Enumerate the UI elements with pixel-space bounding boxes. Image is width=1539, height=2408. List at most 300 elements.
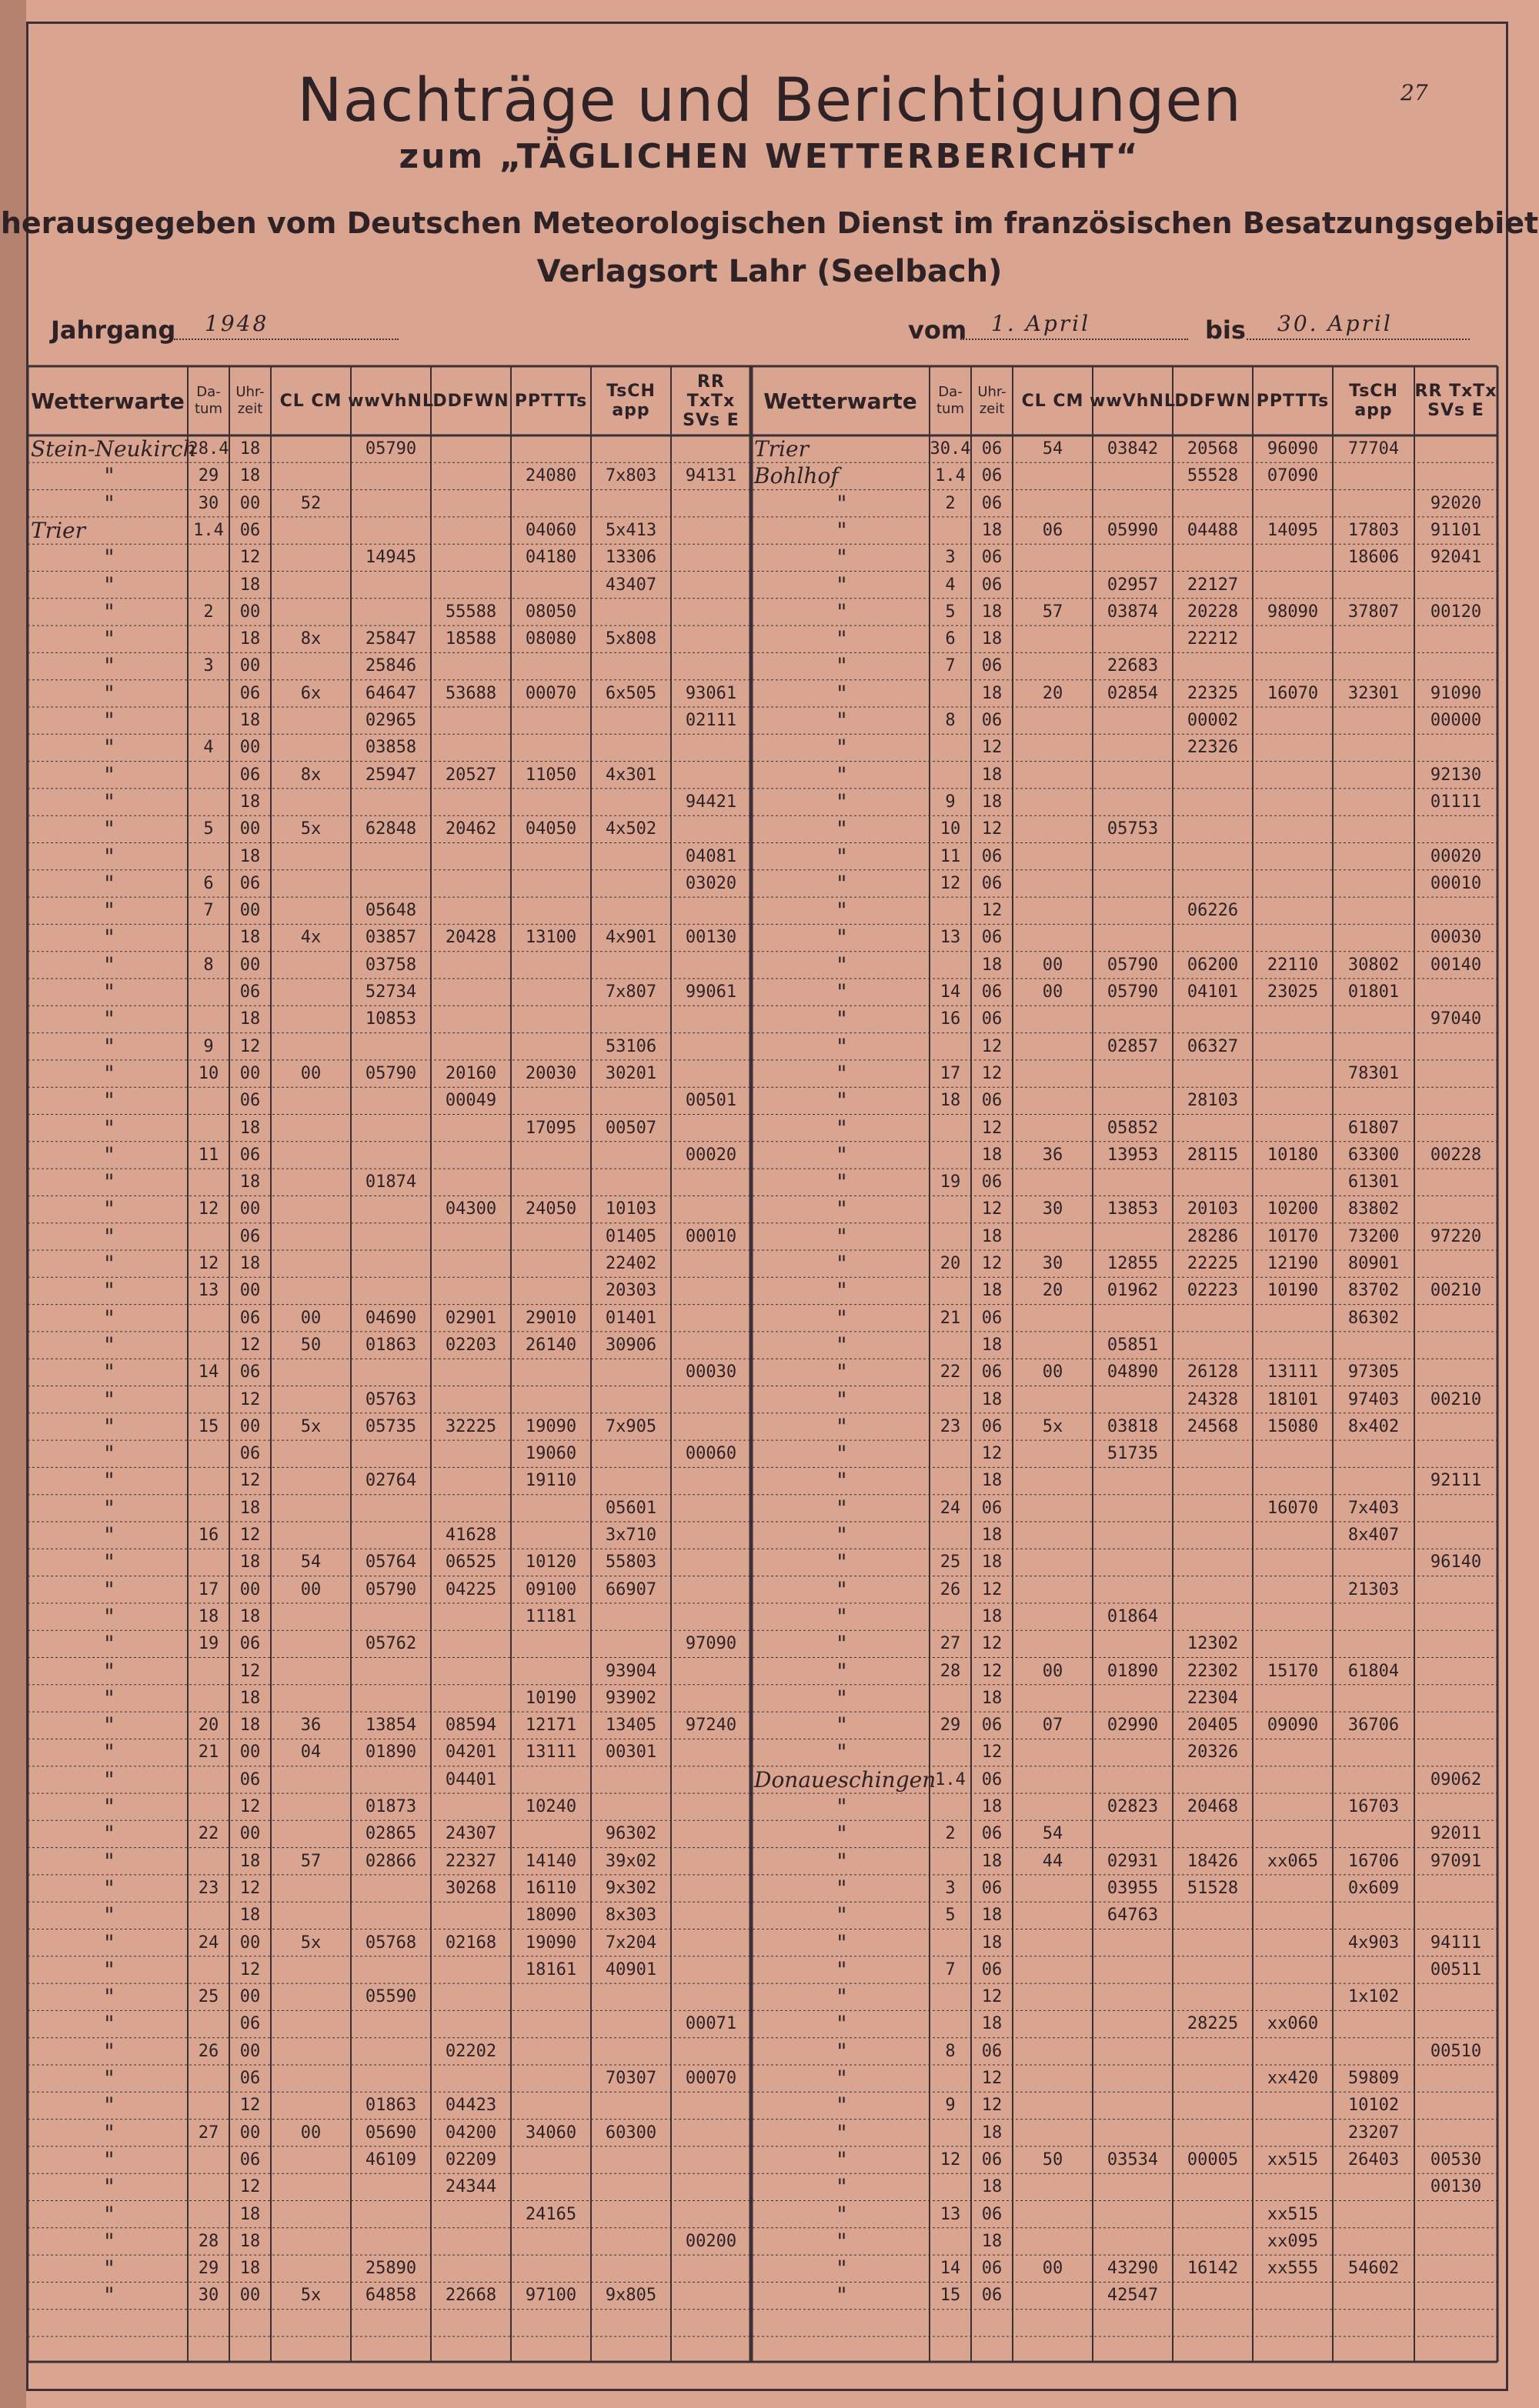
right-cell-tschapp: 61807	[1347, 1118, 1400, 1138]
left-cell-tschapp: 9x302	[605, 1878, 657, 1898]
right-cell-uhrzeit: 18	[981, 2177, 1003, 2197]
right-cell-station: "	[836, 2120, 847, 2146]
left-cell-datum: 6	[203, 873, 214, 893]
left-cell-station: "	[104, 1821, 115, 1847]
left-cell-uhrzeit: 18	[239, 2231, 261, 2251]
left-cell-tschapp: 39x02	[605, 1851, 657, 1871]
left-cell-uhrzeit: 06	[239, 520, 261, 540]
left-cell-station: "	[104, 789, 115, 815]
right-cell-station: "	[836, 1631, 847, 1657]
right-cell-datum: 18	[940, 1091, 961, 1111]
right-cell-datum: 1.4	[935, 466, 966, 486]
left-cell-pptttt: 19110	[525, 1471, 577, 1491]
right-cell-station: "	[836, 898, 847, 924]
right-cell-station: "	[836, 572, 847, 598]
left-cell-station: "	[104, 680, 115, 706]
right-cell-ddfwn: 20468	[1187, 1797, 1239, 1816]
left-cell-wwvhnl: 03857	[365, 928, 417, 948]
right-cell-uhrzeit: 18	[981, 1606, 1003, 1626]
left-cell-datum: 17	[198, 1579, 219, 1599]
right-cell-uhrzeit: 18	[981, 1145, 1003, 1165]
right-cell-station: "	[836, 1929, 847, 1956]
right-cell-ddfwn: 22302	[1187, 1661, 1239, 1681]
left-cell-datum: 14	[198, 1362, 219, 1382]
left-cell-uhrzeit: 18	[239, 846, 261, 866]
right-cell-tschapp: 59809	[1347, 2069, 1400, 2088]
left-cell-uhrzeit: 06	[239, 1308, 261, 1328]
right-cell-ddfwn: 18426	[1187, 1851, 1239, 1871]
left-cell-tschapp: 4x901	[605, 928, 657, 948]
bis-value: 30. April	[1247, 311, 1470, 340]
right-cell-datum: 29	[940, 1716, 961, 1736]
left-cell-station: "	[104, 735, 115, 761]
left-cell-wwvhnl: 02965	[365, 711, 417, 730]
right-cell-tschapp: 16703	[1347, 1797, 1400, 1816]
left-cell-datum: 30	[198, 493, 219, 513]
right-cell-uhrzeit: 18	[981, 1851, 1003, 1871]
right-cell-rr: 96140	[1430, 1553, 1482, 1573]
right-cell-clcm: 00	[1042, 2259, 1063, 2279]
left-cell-datum: 24	[198, 1933, 219, 1953]
left-cell-uhrzeit: 12	[239, 1959, 261, 1979]
left-cell-rr: 00070	[685, 2069, 737, 2088]
right-cell-pptttt: 10200	[1267, 1199, 1319, 1219]
left-cell-tschapp: 30906	[605, 1335, 657, 1355]
right-cell-clcm: 06	[1042, 520, 1063, 540]
left-cell-pptttt: 29010	[525, 1308, 577, 1328]
left-cell-tschapp: 10103	[605, 1199, 657, 1219]
page-title: Nachträge und Berichtigungen	[297, 66, 1242, 135]
left-cell-station: "	[104, 2174, 115, 2200]
left-cell-pptttt: 18161	[525, 1959, 577, 1979]
right-cell-pptttt: 14095	[1267, 520, 1319, 540]
left-cell-station: "	[104, 1523, 115, 1548]
right-cell-station: "	[836, 517, 847, 543]
right-cell-uhrzeit: 18	[981, 1335, 1003, 1355]
right-cell-wwvhnl: 01864	[1107, 1606, 1159, 1626]
right-cell-station: "	[836, 708, 847, 733]
left-cell-wwvhnl: 62848	[365, 819, 417, 839]
right-header-wwvhnl: wwVhNL	[1090, 391, 1176, 411]
left-cell-clcm: 5x	[300, 1933, 322, 1953]
right-cell-uhrzeit: 18	[981, 1226, 1003, 1246]
right-cell-uhrzeit: 12	[981, 901, 1003, 921]
right-cell-datum: 19	[940, 1172, 961, 1192]
right-cell-ddfwn: 20568	[1187, 439, 1239, 459]
right-cell-datum: 8	[945, 711, 956, 730]
right-cell-wwvhnl: 05753	[1107, 819, 1159, 839]
right-cell-uhrzeit: 18	[981, 1933, 1003, 1953]
right-cell-pptttt: xx065	[1267, 1851, 1319, 1871]
right-cell-wwvhnl: 05790	[1107, 982, 1159, 1002]
right-cell-datum: 3	[945, 1878, 956, 1898]
right-cell-clcm: 30	[1042, 1199, 1063, 1219]
left-cell-wwvhnl: 13854	[365, 1716, 417, 1736]
left-cell-datum: 7	[203, 901, 214, 921]
right-cell-tschapp: 0x609	[1347, 1878, 1400, 1898]
right-cell-uhrzeit: 12	[981, 1199, 1003, 1219]
right-cell-datum: 21	[940, 1308, 961, 1328]
right-cell-wwvhnl: 03818	[1107, 1416, 1159, 1436]
left-cell-station: "	[104, 1631, 115, 1657]
left-cell-wwvhnl: 02865	[365, 1824, 417, 1844]
right-cell-station: "	[836, 925, 847, 951]
right-cell-tschapp: 18606	[1347, 548, 1400, 568]
left-cell-datum: 15	[198, 1416, 219, 1436]
right-cell-uhrzeit: 18	[981, 602, 1003, 622]
left-cell-tschapp: 60300	[605, 2123, 657, 2143]
right-cell-clcm: 5x	[1042, 1416, 1063, 1436]
right-cell-wwvhnl: 02957	[1107, 575, 1159, 595]
right-cell-uhrzeit: 06	[981, 1959, 1003, 1979]
right-cell-uhrzeit: 18	[981, 1797, 1003, 1816]
left-cell-station: "	[104, 2066, 115, 2091]
left-cell-rr: 97090	[685, 1634, 737, 1654]
left-cell-station: "	[104, 1685, 115, 1711]
left-cell-station: "	[104, 2201, 115, 2227]
left-cell-uhrzeit: 06	[239, 2069, 261, 2088]
right-cell-station: "	[836, 653, 847, 679]
right-cell-station: "	[836, 2066, 847, 2091]
right-cell-uhrzeit: 06	[981, 466, 1003, 486]
right-cell-uhrzeit: 12	[981, 1444, 1003, 1464]
left-cell-tschapp: 53106	[605, 1036, 657, 1056]
left-cell-uhrzeit: 18	[239, 1172, 261, 1192]
right-cell-pptttt: 10190	[1267, 1281, 1319, 1301]
right-cell-uhrzeit: 18	[981, 1526, 1003, 1545]
left-cell-pptttt: 19060	[525, 1444, 577, 1464]
right-cell-tschapp: 97305	[1347, 1362, 1400, 1382]
right-cell-station: "	[836, 490, 847, 516]
right-cell-pptttt: xx515	[1267, 2150, 1319, 2170]
left-cell-uhrzeit: 18	[239, 1254, 261, 1273]
right-cell-uhrzeit: 12	[981, 1036, 1003, 1056]
left-cell-pptttt: 00070	[525, 683, 577, 703]
left-cell-station: "	[104, 1359, 115, 1386]
right-cell-rr: 00130	[1430, 2177, 1482, 2197]
left-cell-datum: 8	[203, 955, 214, 975]
right-cell-tschapp: 86302	[1347, 1308, 1400, 1328]
right-cell-station: "	[836, 1549, 847, 1576]
right-cell-rr: 00511	[1430, 1959, 1482, 1979]
left-cell-station: "	[104, 1305, 115, 1331]
left-cell-datum: 16	[198, 1526, 219, 1545]
left-cell-datum: 20	[198, 1716, 219, 1736]
left-cell-uhrzeit: 00	[239, 1933, 261, 1953]
left-cell-uhrzeit: 06	[239, 982, 261, 1002]
right-cell-pptttt: xx420	[1267, 2069, 1319, 2088]
left-cell-wwvhnl: 02764	[365, 1471, 417, 1491]
right-cell-rr: 00000	[1430, 711, 1482, 730]
left-cell-pptttt: 24080	[525, 466, 577, 486]
left-cell-clcm: 52	[300, 493, 322, 513]
left-cell-ddfwn: 55588	[445, 602, 497, 622]
left-cell-ddfwn: 24307	[445, 1824, 497, 1844]
left-cell-datum: 9	[203, 1036, 214, 1056]
right-cell-uhrzeit: 18	[981, 520, 1003, 540]
left-cell-wwvhnl: 10853	[365, 1009, 417, 1029]
right-cell-rr: 92011	[1430, 1824, 1482, 1844]
right-cell-rr: 00030	[1430, 928, 1482, 948]
left-cell-station: "	[104, 1929, 115, 1956]
left-cell-tschapp: 5x413	[605, 520, 657, 540]
left-cell-uhrzeit: 06	[239, 2014, 261, 2034]
right-cell-pptttt: 23025	[1267, 982, 1319, 1002]
left-cell-station: "	[104, 762, 115, 788]
left-cell-datum: 12	[198, 1254, 219, 1273]
left-cell-clcm: 6x	[300, 683, 322, 703]
left-cell-wwvhnl: 05648	[365, 901, 417, 921]
right-cell-rr: 00120	[1430, 602, 1482, 622]
right-header-clcm: CL CM	[1021, 391, 1084, 411]
right-cell-station: "	[836, 789, 847, 815]
left-cell-rr: 00010	[685, 1226, 737, 1246]
left-cell-clcm: 00	[300, 1063, 322, 1083]
right-cell-wwvhnl: 02990	[1107, 1716, 1159, 1736]
right-cell-tschapp: 32301	[1347, 683, 1400, 703]
left-cell-station: "	[104, 1332, 115, 1358]
right-cell-tschapp: 61804	[1347, 1661, 1400, 1681]
left-cell-pptttt: 10190	[525, 1688, 577, 1708]
left-cell-uhrzeit: 06	[239, 683, 261, 703]
left-cell-clcm: 00	[300, 1579, 322, 1599]
left-cell-station: "	[104, 2120, 115, 2146]
right-cell-uhrzeit: 06	[981, 493, 1003, 513]
right-cell-datum: 1.4	[935, 1769, 966, 1789]
right-cell-pptttt: 12190	[1267, 1254, 1319, 1273]
left-cell-datum: 4	[203, 738, 214, 758]
left-cell-uhrzeit: 06	[239, 873, 261, 893]
right-cell-uhrzeit: 12	[981, 1634, 1003, 1654]
left-cell-uhrzeit: 06	[239, 1226, 261, 1246]
right-cell-ddfwn: 22225	[1187, 1254, 1239, 1273]
left-cell-ddfwn: 02202	[445, 2041, 497, 2061]
right-cell-uhrzeit: 06	[981, 1769, 1003, 1789]
right-cell-tschapp: 77704	[1347, 439, 1400, 459]
left-cell-uhrzeit: 06	[239, 1145, 261, 1165]
left-cell-station: "	[104, 898, 115, 924]
left-cell-uhrzeit: 06	[239, 765, 261, 785]
right-cell-uhrzeit: 12	[981, 1579, 1003, 1599]
left-cell-wwvhnl: 01863	[365, 2096, 417, 2116]
right-cell-uhrzeit: 18	[981, 2231, 1003, 2251]
vom-label: vom	[908, 315, 967, 345]
page-number: 27	[1400, 80, 1428, 105]
right-cell-station: "	[836, 626, 847, 652]
left-cell-uhrzeit: 18	[239, 1906, 261, 1926]
right-cell-ddfwn: 00002	[1187, 711, 1239, 730]
left-cell-datum: 26	[198, 2041, 219, 2061]
jahrgang-label: Jahrgang	[51, 315, 176, 345]
right-cell-datum: 22	[940, 1362, 961, 1382]
right-cell-tschapp: 10102	[1347, 2096, 1400, 2116]
left-cell-pptttt: 10240	[525, 1797, 577, 1816]
left-cell-wwvhnl: 05735	[365, 1416, 417, 1436]
right-cell-pptttt: 18101	[1267, 1389, 1319, 1409]
right-cell-tschapp: 63300	[1347, 1145, 1400, 1165]
left-cell-clcm: 54	[300, 1553, 322, 1573]
left-cell-uhrzeit: 06	[239, 1444, 261, 1464]
left-cell-uhrzeit: 18	[239, 2259, 261, 2279]
left-cell-clcm: 4x	[300, 928, 322, 948]
left-cell-wwvhnl: 03758	[365, 955, 417, 975]
right-cell-station: Donaueschingen	[754, 1766, 936, 1793]
right-cell-clcm: 07	[1042, 1716, 1063, 1736]
left-cell-tschapp: 01405	[605, 1226, 657, 1246]
left-cell-uhrzeit: 18	[239, 1606, 261, 1626]
right-cell-station: "	[836, 2011, 847, 2037]
left-cell-wwvhnl: 05590	[365, 1987, 417, 2007]
left-cell-datum: 28.4	[188, 439, 229, 459]
left-cell-clcm: 50	[300, 1335, 322, 1355]
right-cell-station: "	[836, 1033, 847, 1059]
left-cell-tschapp: 00507	[605, 1118, 657, 1138]
right-cell-datum: 9	[945, 792, 956, 812]
right-cell-ddfwn: 04101	[1187, 982, 1239, 1002]
left-cell-station: "	[104, 1278, 115, 1304]
right-cell-datum: 28	[940, 1661, 961, 1681]
right-cell-uhrzeit: 18	[981, 1281, 1003, 1301]
left-cell-station: Stein-Neukirch	[31, 436, 197, 462]
right-cell-tschapp: 1x102	[1347, 1987, 1400, 2007]
right-cell-uhrzeit: 06	[981, 928, 1003, 948]
left-cell-ddfwn: 04201	[445, 1743, 497, 1763]
left-cell-station: "	[104, 2146, 115, 2173]
right-cell-datum: 2	[945, 1824, 956, 1844]
right-cell-uhrzeit: 06	[981, 1716, 1003, 1736]
right-cell-tschapp: 73200	[1347, 1226, 1400, 1246]
left-cell-pptttt: 26140	[525, 1335, 577, 1355]
right-cell-uhrzeit: 18	[981, 683, 1003, 703]
left-cell-uhrzeit: 06	[239, 1634, 261, 1654]
right-cell-station: "	[836, 979, 847, 1005]
right-cell-uhrzeit: 18	[981, 1906, 1003, 1926]
left-cell-pptttt: 08050	[525, 602, 577, 622]
left-cell-tschapp: 66907	[605, 1579, 657, 1599]
left-cell-uhrzeit: 18	[239, 629, 261, 649]
right-cell-wwvhnl: 05990	[1107, 520, 1159, 540]
right-cell-tschapp: 21303	[1347, 1579, 1400, 1599]
right-cell-datum: 7	[945, 656, 956, 676]
right-cell-datum: 20	[940, 1254, 961, 1273]
left-cell-pptttt: 14140	[525, 1851, 577, 1871]
left-cell-tschapp: 40901	[605, 1959, 657, 1979]
right-cell-ddfwn: 06327	[1187, 1036, 1239, 1056]
right-cell-datum: 26	[940, 1579, 961, 1599]
right-cell-datum: 8	[945, 2041, 956, 2061]
right-cell-uhrzeit: 18	[981, 1389, 1003, 1409]
left-cell-station: "	[104, 1088, 115, 1114]
left-cell-station: "	[104, 979, 115, 1005]
right-cell-clcm: 54	[1042, 439, 1063, 459]
right-cell-clcm: 44	[1042, 1851, 1063, 1871]
left-cell-ddfwn: 30268	[445, 1878, 497, 1898]
right-cell-station: "	[836, 1359, 847, 1386]
right-cell-uhrzeit: 18	[981, 629, 1003, 649]
left-cell-pptttt: 97100	[525, 2286, 577, 2306]
left-cell-station: Trier	[31, 517, 85, 543]
right-cell-wwvhnl: 64763	[1107, 1906, 1159, 1926]
right-cell-tschapp: 01801	[1347, 982, 1400, 1002]
right-cell-datum: 15	[940, 2286, 961, 2306]
left-cell-uhrzeit: 00	[239, 955, 261, 975]
right-cell-ddfwn: 24568	[1187, 1416, 1239, 1436]
left-cell-tschapp: 7x905	[605, 1416, 657, 1436]
left-cell-uhrzeit: 12	[239, 1797, 261, 1816]
right-cell-uhrzeit: 06	[981, 1878, 1003, 1898]
left-cell-station: "	[104, 599, 115, 625]
left-cell-wwvhnl: 05768	[365, 1933, 417, 1953]
right-cell-ddfwn: 22127	[1187, 575, 1239, 595]
left-cell-station: "	[104, 1386, 115, 1412]
right-cell-datum: 4	[945, 575, 956, 595]
right-cell-station: "	[836, 1821, 847, 1847]
left-cell-wwvhnl: 03858	[365, 738, 417, 758]
right-cell-tschapp: 83702	[1347, 1281, 1400, 1301]
left-cell-station: "	[104, 2283, 115, 2309]
right-cell-station: "	[836, 1739, 847, 1766]
right-cell-datum: 24	[940, 1498, 961, 1518]
left-cell-ddfwn: 04401	[445, 1769, 497, 1789]
right-cell-station: "	[836, 952, 847, 978]
right-cell-ddfwn: 04488	[1187, 520, 1239, 540]
left-cell-pptttt: 11050	[525, 765, 577, 785]
left-cell-ddfwn: 41628	[445, 1526, 497, 1545]
left-cell-datum: 18	[198, 1606, 219, 1626]
bis-label: bis	[1205, 315, 1246, 345]
left-cell-tschapp: 7x204	[605, 1933, 657, 1953]
right-cell-station: "	[836, 2146, 847, 2173]
left-cell-ddfwn: 53688	[445, 683, 497, 703]
left-cell-station: "	[104, 1006, 115, 1032]
right-cell-rr: 91101	[1430, 520, 1482, 540]
right-cell-wwvhnl: 05851	[1107, 1335, 1159, 1355]
left-cell-wwvhnl: 52734	[365, 982, 417, 1002]
right-cell-station: "	[836, 735, 847, 761]
left-cell-uhrzeit: 18	[239, 792, 261, 812]
right-cell-wwvhnl: 03955	[1107, 1878, 1159, 1898]
right-cell-uhrzeit: 18	[981, 1688, 1003, 1708]
right-cell-ddfwn: 20103	[1187, 1199, 1239, 1219]
right-cell-ddfwn: 02223	[1187, 1281, 1239, 1301]
right-cell-station: "	[836, 2228, 847, 2254]
left-cell-rr: 00060	[685, 1444, 737, 1464]
right-cell-uhrzeit: 06	[981, 2286, 1003, 2306]
right-cell-rr: 00210	[1430, 1389, 1482, 1409]
left-cell-uhrzeit: 12	[239, 2096, 261, 2116]
right-cell-datum: 14	[940, 982, 961, 1002]
left-cell-tschapp: 43407	[605, 575, 657, 595]
right-cell-tschapp: 26403	[1347, 2150, 1400, 2170]
right-cell-station: "	[836, 2093, 847, 2119]
left-cell-clcm: 04	[300, 1743, 322, 1763]
right-cell-tschapp: 4x903	[1347, 1933, 1400, 1953]
left-cell-uhrzeit: 12	[239, 1878, 261, 1898]
right-cell-station: "	[836, 1523, 847, 1548]
right-cell-tschapp: 36706	[1347, 1716, 1400, 1736]
right-cell-ddfwn: 00005	[1187, 2150, 1239, 2170]
right-cell-wwvhnl: 02931	[1107, 1851, 1159, 1871]
right-cell-uhrzeit: 06	[981, 2041, 1003, 2061]
left-cell-wwvhnl: 05763	[365, 1389, 417, 1409]
left-cell-station: "	[104, 1169, 115, 1196]
left-cell-uhrzeit: 00	[239, 656, 261, 676]
right-cell-rr: 00010	[1430, 873, 1482, 893]
right-cell-station: "	[836, 599, 847, 625]
right-cell-station: "	[836, 1875, 847, 1901]
left-cell-station: "	[104, 1142, 115, 1168]
left-cell-uhrzeit: 00	[239, 602, 261, 622]
